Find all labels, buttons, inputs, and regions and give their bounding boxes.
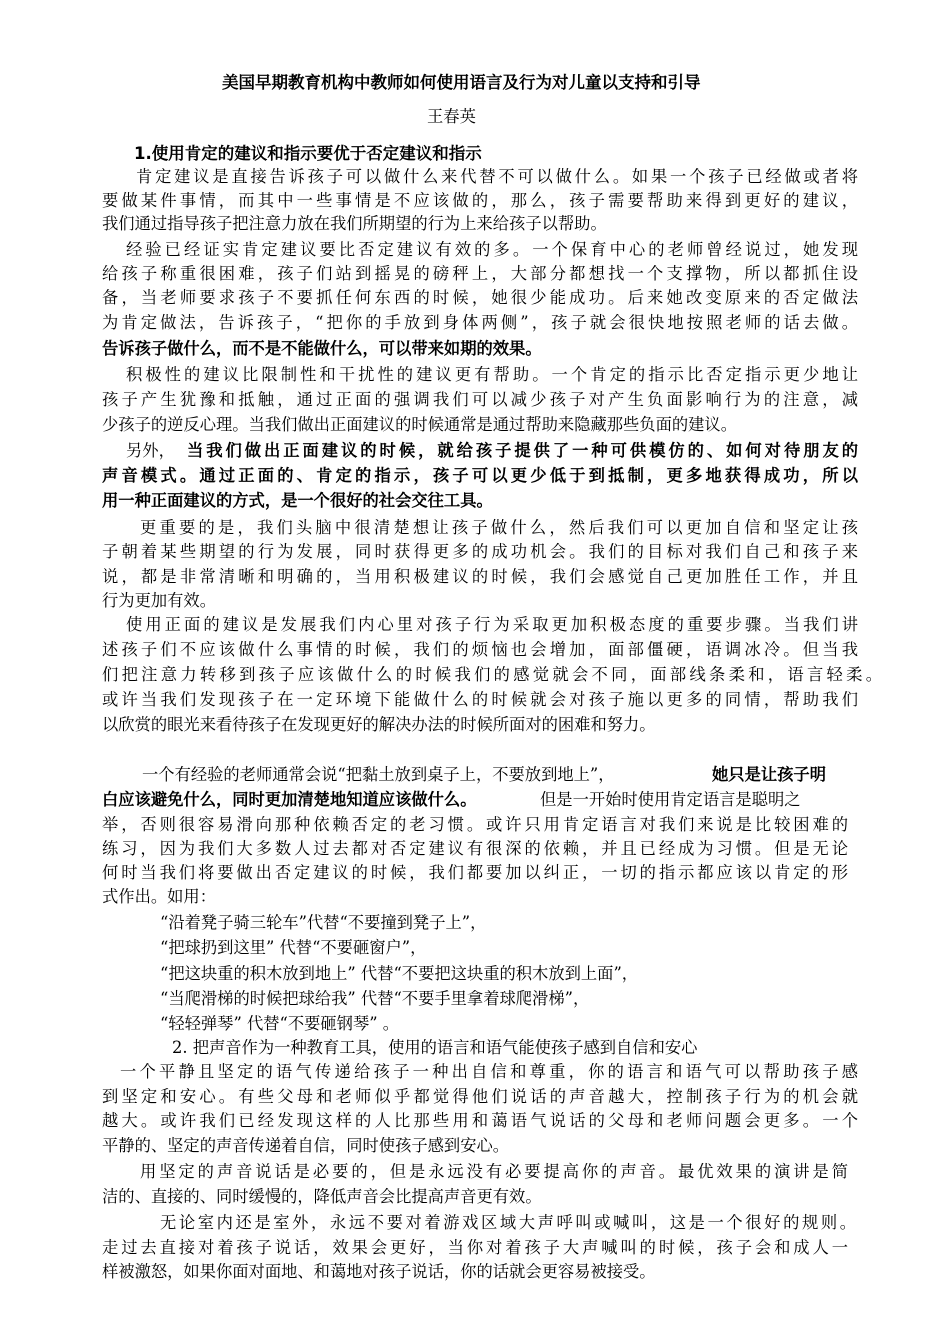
paragraph-4-emphasis: 当我们做出正面建议的时候，就给孩子提供了一种可供模仿的、如何对待朋友的 — [187, 441, 858, 460]
paragraph-6-line: 或许当我们发现孩子在一定环境下能做什么的时候就会对孩子施以更多的同情，帮助我们 — [102, 690, 858, 709]
paragraph-6-line: 使用正面的建议是发展我们内心里对孩子行为采取更加积极态度的重要步骤。当我们讲 — [126, 615, 858, 634]
paragraph-8-line: 到坚定和安心。有些父母和老师似乎都觉得他们说话的声音越大，控制孩子行为的机会就 — [102, 1087, 858, 1106]
paragraph-7-line: 练习，因为我们大多数人过去都对否定建议有很深的依赖，并且已经成为习惯。但是无论 — [102, 839, 848, 858]
paragraph-1-line: 要做某件事情，而其中一些事情是不应该做的，那么，孩子需要帮助来得到更好的建议， — [102, 191, 858, 210]
example-item: “当爬滑梯的时候把球给我” 代替“不要手里拿着球爬滑梯”， — [160, 989, 590, 1008]
paragraph-7-line: 何时当我们将要做出否定建议的时候，我们都要加以纠正，一切的指示都应该以肯定的形 — [102, 863, 848, 882]
paragraph-2-line: 给孩子称重很困难，孩子们站到摇晃的磅秤上，大部分都想找一个支撑物，所以都抓住设 — [102, 264, 858, 283]
paragraph-2-line: 备，当老师要求孩子不要抓任何东西的时候，她很少能成功。后来她改变原来的否定做法 — [102, 288, 858, 307]
paragraph-7-line: 但是一开始时使用肯定语言是聪明之 — [540, 790, 801, 809]
paragraph-5-line: 更重要的是，我们头脑中很清楚想让孩子做什么，然后我们可以更加自信和坚定让孩 — [140, 518, 858, 537]
document-title: 美国早期教育机构中教师如何使用语言及行为对儿童以支持和引导 — [222, 73, 701, 92]
paragraph-10-line: 走过去直接对着孩子说话，效果会更好，当你对着孩子大声喊叫的时候，孩子会和成人一 — [102, 1238, 848, 1257]
example-item: “沿着凳子骑三轮车”代替“不要撞到凳子上”， — [160, 913, 487, 932]
paragraph-7-quote: 一个有经验的老师通常会说“把黏土放到桌子上，不要放到地上”， — [142, 765, 615, 784]
paragraph-5-line: 说，都是非常清晰和明确的，当用积极建议的时候，我们会感觉自己更加胜任工作，并且 — [102, 567, 858, 586]
paragraph-4-emphasis: 用一种正面建议的方式，是一个很好的社会交往工具。 — [102, 491, 493, 510]
section-1-heading: 1.使用肯定的建议和指示要优于否定建议和指示 — [134, 144, 482, 163]
example-item: “把球扔到这里” 代替“不要砸窗户”， — [160, 938, 427, 957]
paragraph-4-lead: 另外， — [126, 441, 175, 460]
paragraph-7-line: 式作出。如用： — [102, 887, 216, 906]
paragraph-5-line: 子朝着某些期望的行为发展，同时获得更多的成功机会。我们的目标对我们自己和孩子来 — [102, 542, 858, 561]
paragraph-2-line: 为肯定做法，告诉孩子，“把你的手放到身体两侧”，孩子就会很快地按照老师的话去做。 — [102, 313, 858, 332]
paragraph-7-emphasis: 她只是让孩子明 — [712, 765, 826, 784]
example-item: “把这块重的积木放到地上” 代替“不要把这块重的积木放到上面”， — [160, 964, 639, 983]
paragraph-8-line: 越大。或许我们已经发现这样的人比那些用和蔼语气说话的父母和老师问题会更多。一个 — [102, 1111, 858, 1130]
paragraph-9-line: 用坚定的声音说话是必要的，但是永远没有必要提高你的声音。最优效果的演讲是简 — [140, 1162, 848, 1181]
paragraph-1-line: 我们通过指导孩子把注意力放在我们所期望的行为上来给孩子以帮助。 — [102, 214, 607, 233]
paragraph-7-line: 举，否则很容易滑向那种依赖否定的老习惯。或许只用肯定语言对我们来说是比较困难的 — [102, 815, 848, 834]
section-2-heading: 2. 把声音作为一种教育工具，使用的语言和语气能使孩子感到自信和安心 — [172, 1038, 698, 1057]
example-item: “轻轻弹琴” 代替“不要砸钢琴” 。 — [160, 1014, 400, 1033]
paragraph-3-line: 积极性的建议比限制性和干扰性的建议更有帮助。一个肯定的指示比否定指示更少地让 — [126, 365, 858, 384]
paragraph-10-line: 样被激怒，如果你面对面地、和蔼地对孩子说话，你的话就会更容易被接受。 — [102, 1262, 656, 1281]
paragraph-4-emphasis: 声音模式。通过正面的、肯定的指示，孩子可以更少低于到抵制，更多地获得成功，所以 — [102, 466, 858, 485]
paragraph-8-line: 平静的、坚定的声音传递着自信，同时使孩子感到安心。 — [102, 1136, 510, 1155]
paragraph-6-line: 述孩子们不应该做什么事情的时候，我们的烦恼也会增加，面部僵硬，语调冰冷。但当我 — [102, 640, 858, 659]
paragraph-6-line: 以欣赏的眼光来看待孩子在发现更好的解决办法的时候所面对的困难和努力。 — [102, 715, 656, 734]
paragraph-5-line: 行为更加有效。 — [102, 591, 216, 610]
paragraph-3-line: 孩子产生犹豫和抵触，通过正面的强调我们可以减少孩子对产生负面影响行为的注意，减 — [102, 390, 858, 409]
author-name: 王春英 — [427, 107, 476, 126]
paragraph-1-line: 肯定建议是直接告诉孩子可以做什么来代替不可以做什么。如果一个孩子已经做或者将 — [136, 167, 858, 186]
paragraph-10-line: 无论室内还是室外，永远不要对着游戏区域大声呼叫或喊叫，这是一个很好的规则。 — [160, 1213, 856, 1232]
paragraph-9-line: 洁的、直接的、同时缓慢的，降低声音会比提高声音更有效。 — [102, 1187, 542, 1206]
paragraph-7-emphasis: 白应该避免什么，同时更加清楚地知道应该做什么。 — [102, 790, 477, 809]
paragraph-8-line: 一个平静且坚定的语气传递给孩子一种出自信和尊重，你的语言和语气可以帮助孩子感 — [120, 1062, 858, 1081]
paragraph-2-line: 经验已经证实肯定建议要比否定建议有效的多。一个保育中心的老师曾经说过，她发现 — [126, 240, 858, 259]
paragraph-2-emphasis: 告诉孩子做什么，而不是不能做什么，可以带来如期的效果。 — [102, 339, 542, 358]
paragraph-3-line: 少孩子的逆反心理。当我们做出正面建议的时候通常是通过帮助来隐藏那些负面的建议。 — [102, 415, 737, 434]
paragraph-6-line: 们把注意力转移到孩子应该做什么的时候我们的感觉就会不同，面部线条柔和，语言轻柔。 — [102, 665, 882, 684]
